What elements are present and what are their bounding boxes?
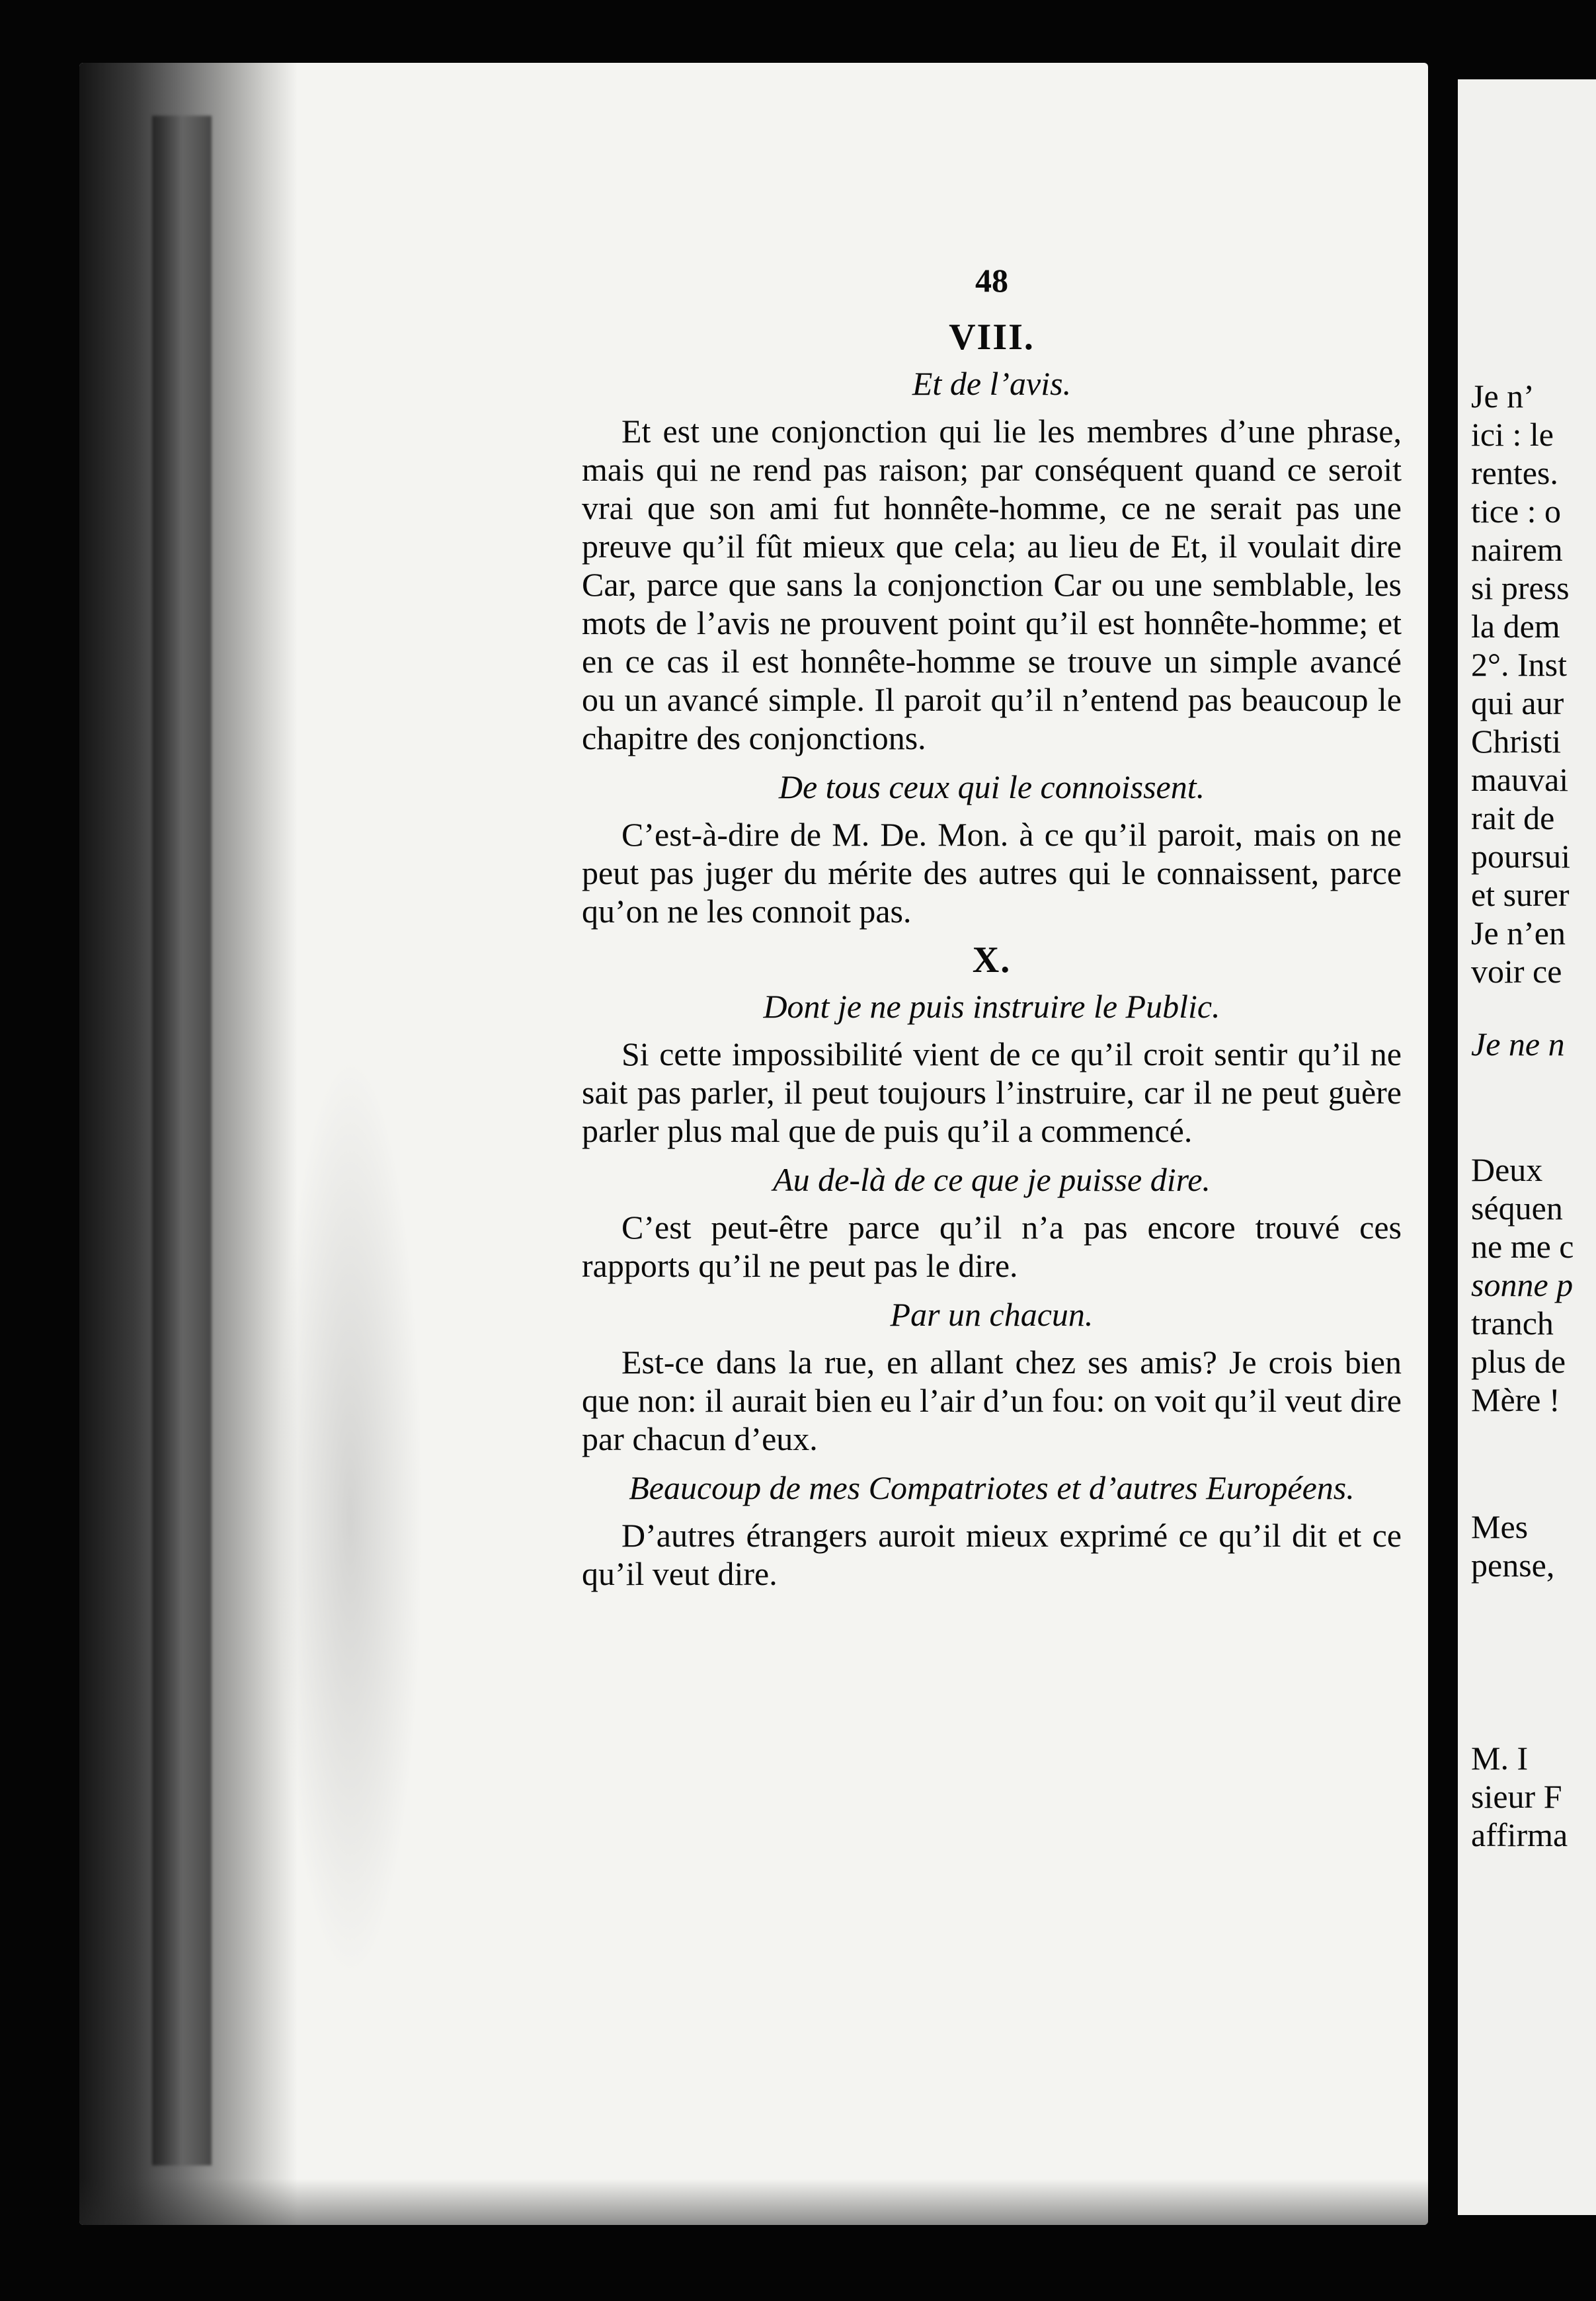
paragraph-1: Et est une conjonction qui lie les membres d’une phrase, mais qui ne rend pas raison; par conséquent quand ce seroit vrai que son ami fut honnête-homme, ce ne serait pas une preuve qu’il fût mieux que cela; au lieu de Et, il voulait dire Car, parce que sans la conjonction Car ou une semblable, les mots de l’avis ne prouvent point qu’il est honnête-homme; et en ce cas il est honnête-homme se trouve un simple avancé ou un avancé simple. Il paroit qu’il n’entend pas beaucoup le chapitre des conjonctions.	[582, 413, 1402, 756]
section-heading-x: X.	[972, 940, 1012, 981]
right-line: nairem	[1471, 531, 1563, 568]
right-line: Mère !	[1471, 1381, 1560, 1418]
right-line: Je n’en	[1471, 914, 1566, 951]
right-line: plus de	[1471, 1343, 1566, 1380]
page-bottom-shadow	[79, 2179, 1428, 2225]
right-line: et surer	[1471, 876, 1570, 913]
quote-heading-6: Beaucoup de mes Compatriotes et d’autres Européens.	[629, 1469, 1355, 1506]
right-line: séquen	[1471, 1190, 1563, 1227]
paragraph-5: Est-ce dans la rue, en allant chez ses amis? Je crois bien que non: il aurait bien eu l’air d’un fou: on voit qu’il veut dire par chacun d’eux.	[582, 1344, 1402, 1457]
right-line: ici : le	[1471, 416, 1554, 453]
right-line: affirma	[1471, 1816, 1568, 1853]
right-line: Deux	[1471, 1151, 1543, 1188]
right-line: mauvai	[1471, 761, 1569, 798]
right-line: Christi	[1471, 723, 1562, 760]
right-line: rentes.	[1471, 454, 1558, 491]
paragraph-6: D’autres étrangers auroit mieux exprimé ce qu’il dit et ce qu’il veut dire.	[582, 1517, 1402, 1592]
right-line: qui aur	[1471, 684, 1564, 721]
right-line: voir ce	[1471, 953, 1562, 990]
quote-heading-3: Dont je ne puis instruire le Public.	[763, 988, 1220, 1025]
quote-heading-5: Par un chacun.	[890, 1296, 1094, 1333]
right-line: ne me c	[1471, 1228, 1574, 1265]
right-line: tranch	[1471, 1305, 1554, 1342]
page-stain	[278, 1055, 423, 1980]
right-line: Mes	[1471, 1508, 1529, 1545]
right-book-page	[1458, 79, 1596, 2215]
right-line: tice : o	[1471, 493, 1562, 530]
section-heading-viii: VIII.	[949, 317, 1035, 358]
quote-heading-2: De tous ceux qui le connoissent.	[778, 768, 1205, 805]
page-binding-streak	[152, 116, 212, 2165]
right-line: sieur F	[1471, 1778, 1562, 1815]
right-line: la dem	[1471, 608, 1560, 645]
right-line: sonne p	[1471, 1266, 1574, 1303]
right-line: rait de	[1471, 799, 1555, 836]
right-line: 2°. Inst	[1471, 646, 1567, 683]
right-line: M. I	[1471, 1740, 1529, 1777]
paragraph-3: Si cette impossibilité vient de ce qu’il croit sentir qu’il ne sait pas parler, il peut toujours l’instruire, car il ne peut guère parler plus mal que de puis qu’il a commencé.	[582, 1035, 1402, 1149]
right-line: Je n’	[1471, 378, 1535, 415]
right-line: Je ne n	[1471, 1026, 1565, 1063]
page-number: 48	[975, 262, 1008, 299]
paragraph-2: C’est-à-dire de M. De. Mon. à ce qu’il paroit, mais on ne peut pas juger du mérite des autres qui le connaissent, parce qu’on ne les connoit pas.	[582, 816, 1402, 930]
right-line: poursui	[1471, 838, 1570, 875]
left-page-text	[582, 261, 1402, 1603]
quote-heading-4: Au de-là de ce que je puisse dire.	[773, 1161, 1211, 1198]
paragraph-4: C’est peut-être parce qu’il n’a pas encore trouvé ces rapports qu’il ne peut pas le dire.	[582, 1209, 1402, 1284]
right-line: pense,	[1471, 1547, 1555, 1584]
right-line: si press	[1471, 569, 1570, 606]
quote-heading-1: Et de l’avis.	[912, 365, 1072, 402]
